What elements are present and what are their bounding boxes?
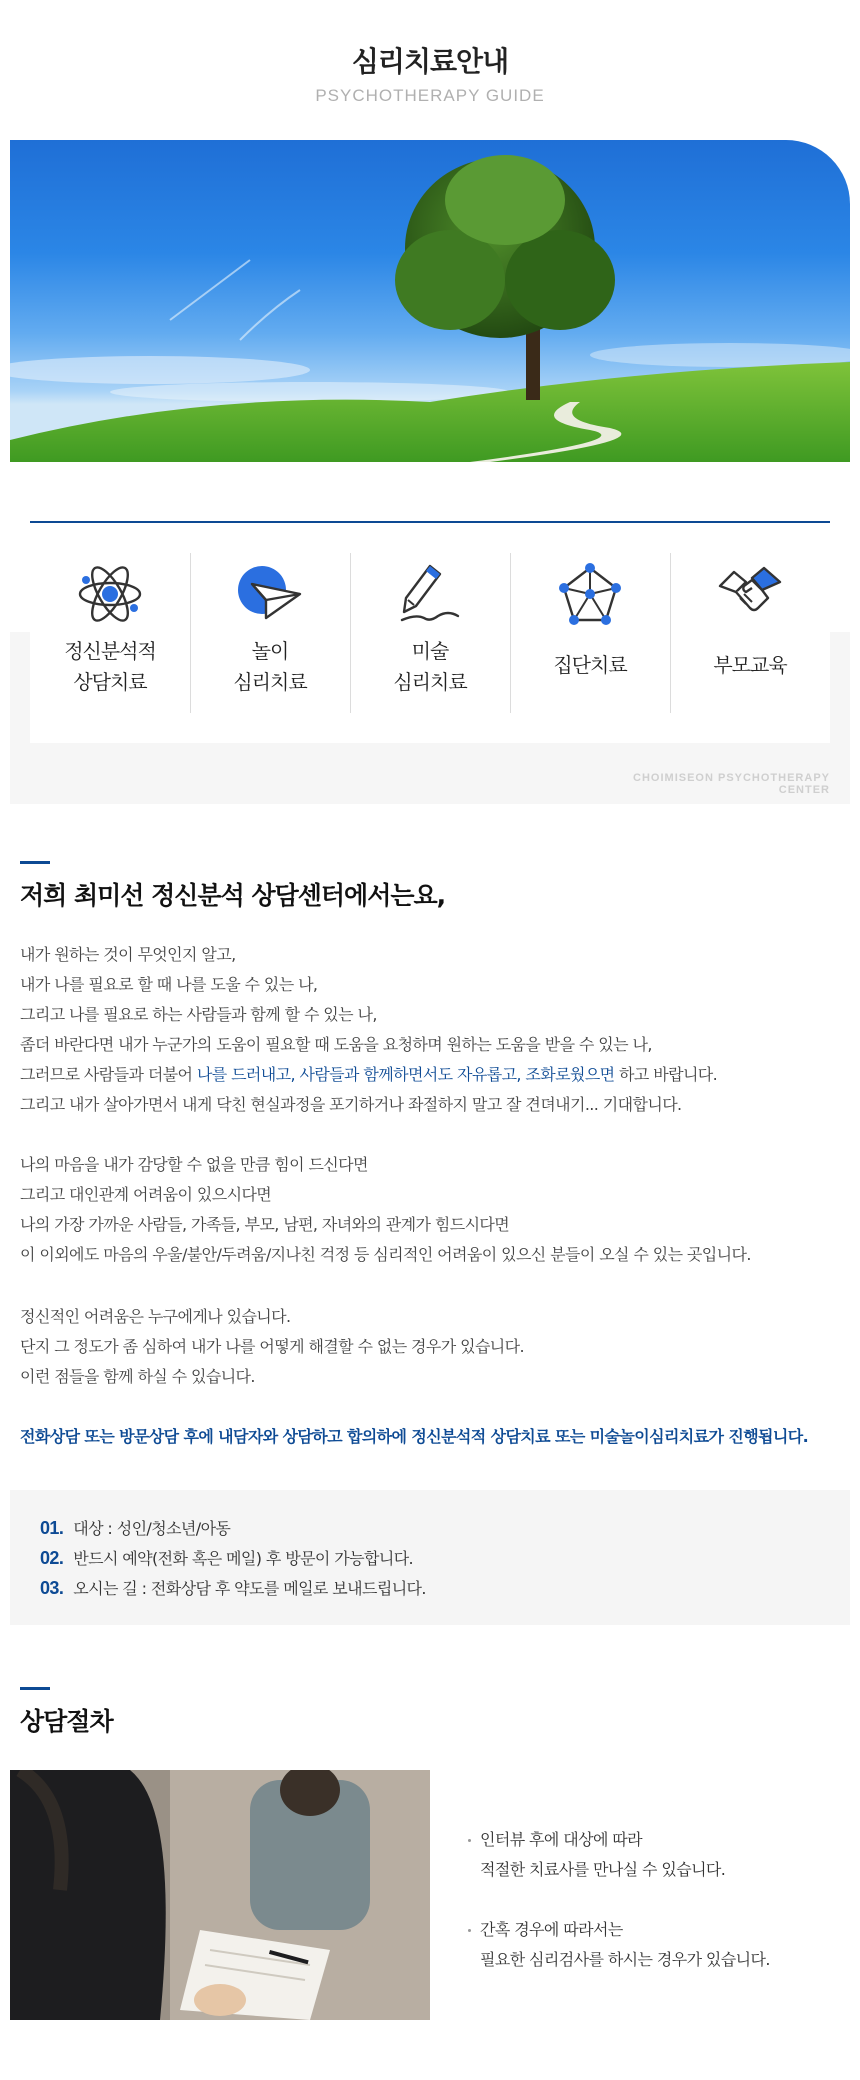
info-text: 대상 : 성인/청소년/아동 bbox=[73, 1519, 231, 1538]
info-row-reservation bbox=[40, 1546, 413, 1569]
info-row-directions bbox=[40, 1576, 426, 1599]
intro-line: 좀더 바란다면 내가 누군가의 도움이 필요할 때 도움을 요청하며 원하는 도움을 받을 수 있는 나, bbox=[20, 1035, 652, 1054]
concern-paragraph bbox=[20, 1150, 840, 1270]
info-text: 오시는 길 : 전화상담 후 약도를 메일로 보내드립니다. bbox=[73, 1579, 426, 1598]
intro-text: 하고 바랍니다. bbox=[614, 1065, 718, 1084]
procedure-line: 필요한 심리검사를 하시는 경우가 있습니다. bbox=[480, 1950, 770, 1969]
counseling-photo bbox=[10, 1770, 430, 2020]
intro-line: 그리고 내가 살아가면서 내게 닥친 현실과정을 포기하거나 좌절하지 말고 잘 견뎌내기... 기대합니다. bbox=[20, 1095, 682, 1114]
closing-paragraph bbox=[20, 1302, 840, 1392]
section-bar bbox=[20, 861, 50, 864]
info-number: 01. bbox=[40, 1518, 64, 1538]
pen-icon bbox=[396, 560, 464, 628]
category-label: 집단치료 bbox=[553, 653, 627, 677]
intro-line: 그리고 나를 필요로 하는 사람들과 함께 할 수 있는 나, bbox=[20, 1005, 377, 1024]
process-note: 전화상담 또는 방문상담 후에 내담자와 상담하고 합의하에 정신분석적 상담치료 또는 미술놀이심리치료가 진행됩니다. bbox=[20, 1427, 809, 1446]
info-row-target bbox=[40, 1516, 230, 1539]
info-box bbox=[10, 1490, 850, 1625]
category-label: 미술 심리치료 bbox=[393, 639, 467, 694]
concern-line: 나의 마음을 내가 감당할 수 없을 만큼 힘이 드신다면 bbox=[20, 1155, 368, 1174]
intro-line: 내가 나를 필요로 할 때 나를 도울 수 있는 나, bbox=[20, 975, 318, 994]
closing-line: 정신적인 어려움은 누구에게나 있습니다. bbox=[20, 1307, 291, 1326]
category-label: 정신분석적 상담치료 bbox=[64, 639, 156, 694]
handshake-icon bbox=[716, 560, 784, 628]
category-psychoanalytic[interactable] bbox=[30, 553, 190, 743]
procedure-item bbox=[468, 1915, 848, 1975]
category-play[interactable] bbox=[190, 553, 350, 743]
paper-plane-icon bbox=[236, 560, 304, 628]
therapy-category-list bbox=[30, 553, 830, 743]
center-name: CHOIMISEON PSYCHOTHERAPY CENTER bbox=[633, 772, 830, 796]
procedure-bullets bbox=[468, 1825, 848, 1975]
info-number: 02. bbox=[40, 1548, 64, 1568]
info-number: 03. bbox=[40, 1578, 64, 1598]
concern-line: 이 이외에도 마음의 우울/불안/두려움/지나친 걱정 등 심리적인 어려움이 있으신 분들이 오실 수 있는 곳입니다. bbox=[20, 1245, 751, 1264]
intro-line: 내가 원하는 것이 무엇인지 알고, bbox=[20, 945, 236, 964]
intro-paragraph bbox=[20, 940, 840, 1120]
intro-title: 저희 최미선 정신분석 상담센터에서는요, bbox=[20, 881, 446, 910]
procedure-line: 인터뷰 후에 대상에 따라 bbox=[480, 1830, 643, 1849]
page-subtitle: PSYCHOTHERAPY GUIDE bbox=[315, 86, 545, 105]
page-title: 심리치료안내 bbox=[351, 45, 509, 78]
procedure-item bbox=[468, 1825, 848, 1885]
category-group[interactable] bbox=[510, 553, 670, 743]
procedure-line: 적절한 치료사를 만나실 수 있습니다. bbox=[480, 1860, 726, 1879]
procedure-title: 상담절차 bbox=[20, 1707, 113, 1736]
category-label: 부모교육 bbox=[713, 653, 787, 677]
intro-line bbox=[20, 1060, 840, 1090]
procedure-line: 간혹 경우에 따라서는 bbox=[480, 1920, 623, 1939]
intro-text: 그러므로 사람들과 더불어 bbox=[20, 1065, 197, 1084]
section-bar bbox=[20, 1687, 50, 1690]
hero-tree-image bbox=[10, 140, 850, 462]
divider-line bbox=[30, 521, 830, 523]
network-icon bbox=[556, 560, 624, 628]
closing-line: 단지 그 정도가 좀 심하여 내가 나를 어떻게 해결할 수 없는 경우가 있습니다. bbox=[20, 1337, 524, 1356]
category-art[interactable] bbox=[350, 553, 510, 743]
info-text: 반드시 예약(전화 혹은 메일) 후 방문이 가능합니다. bbox=[73, 1549, 414, 1568]
category-parent-education[interactable] bbox=[670, 553, 830, 743]
category-label: 놀이 심리치료 bbox=[233, 639, 307, 694]
closing-line: 이런 점들을 함께 하실 수 있습니다. bbox=[20, 1367, 255, 1386]
atom-icon bbox=[76, 560, 144, 628]
concern-line: 그리고 대인관계 어려움이 있으시다면 bbox=[20, 1185, 272, 1204]
concern-line: 나의 가장 가까운 사람들, 가족들, 부모, 남편, 자녀와의 관계가 힘드시다면 bbox=[20, 1215, 510, 1234]
highlight-text: 나를 드러내고, 사람들과 함께하면서도 자유롭고, 조화로웠으면 bbox=[196, 1065, 615, 1084]
